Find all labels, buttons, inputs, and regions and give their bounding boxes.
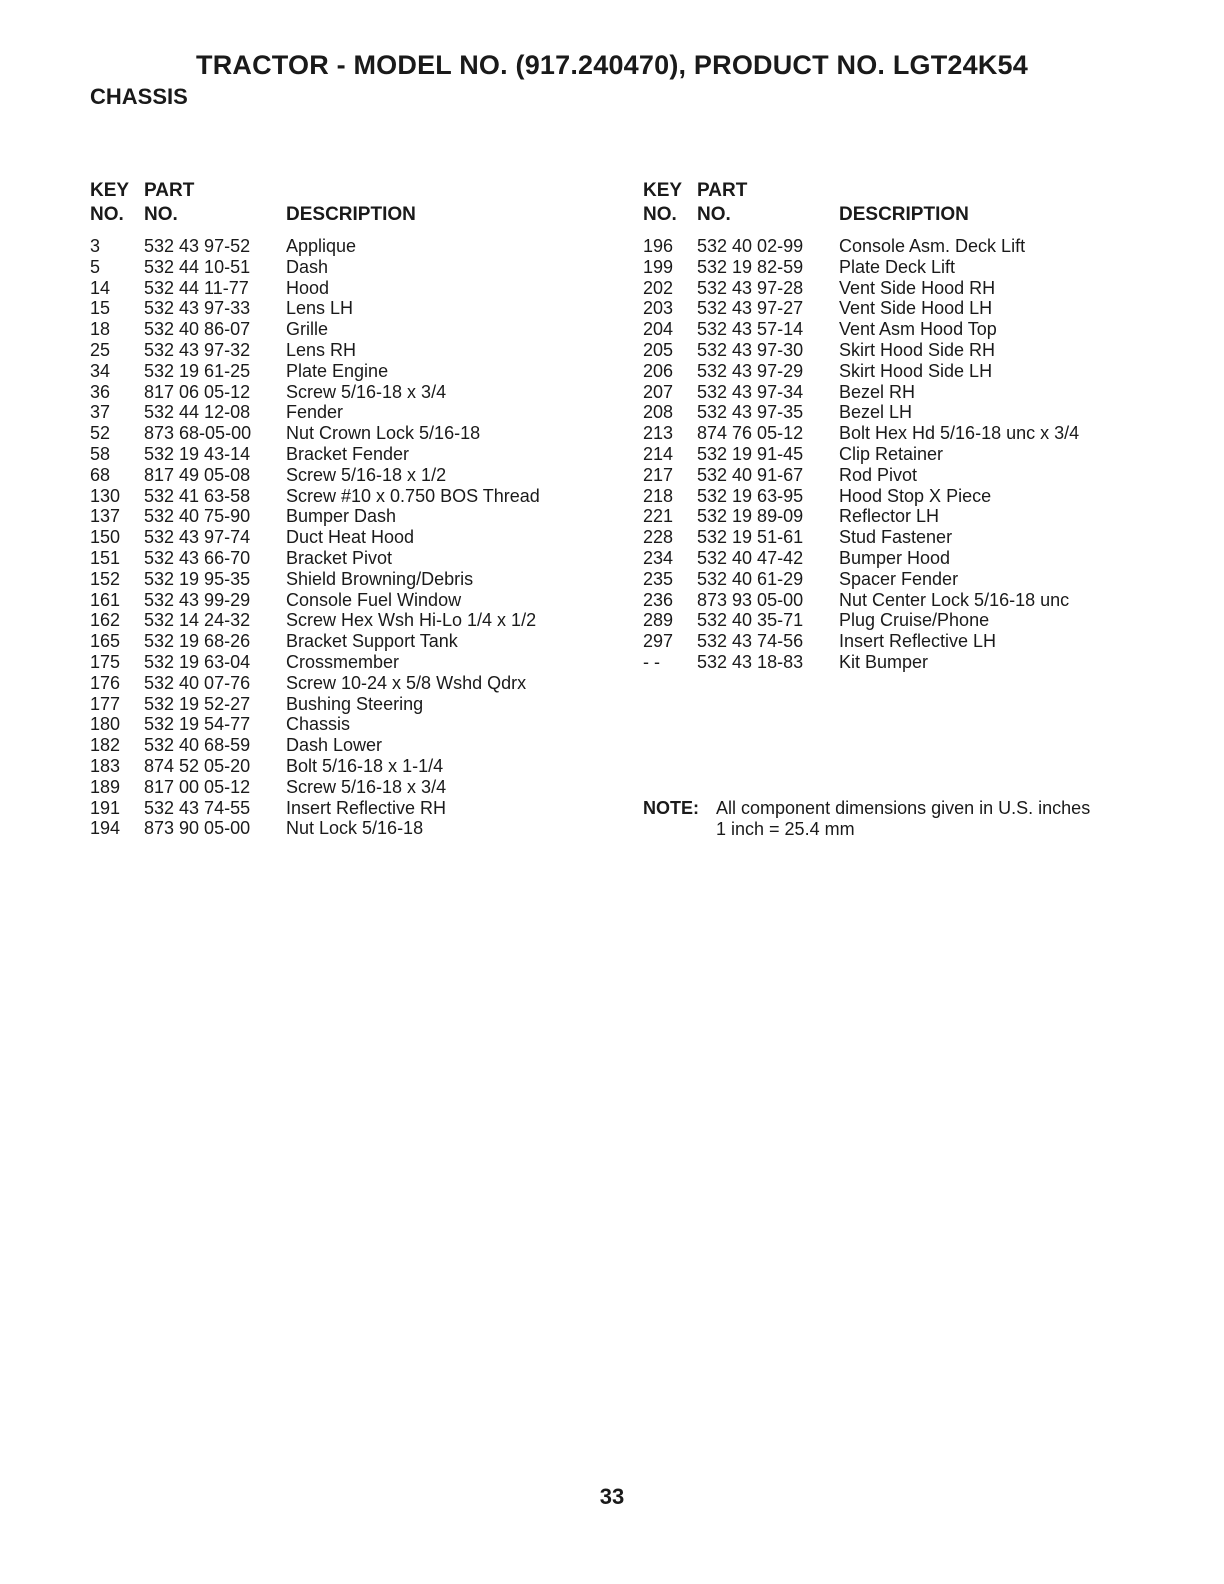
part-description: Nut Lock 5/16-18 <box>286 818 424 839</box>
key-number: 68 <box>90 464 111 485</box>
table-row <box>90 652 610 673</box>
key-number: 191 <box>90 797 121 818</box>
key-number: 206 <box>643 360 674 381</box>
column-header <box>90 180 610 228</box>
part-number: 532 43 74-56 <box>697 631 804 652</box>
key-number: 236 <box>643 589 674 610</box>
part-number: 532 40 68-59 <box>144 735 251 756</box>
header-part-label: PART <box>144 180 195 201</box>
part-number: 874 52 05-20 <box>144 755 251 776</box>
part-number: 532 40 07-76 <box>144 672 251 693</box>
table-row <box>90 486 610 507</box>
part-number: 532 19 82-59 <box>697 256 804 277</box>
table-row <box>643 631 1183 652</box>
key-number: 37 <box>90 402 111 423</box>
table-row <box>90 236 610 257</box>
part-number: 532 19 51-61 <box>697 527 804 548</box>
header-part-no-label: NO. <box>697 204 731 225</box>
parts-list-left <box>90 236 610 839</box>
table-row <box>643 278 1183 299</box>
part-number: 532 43 97-74 <box>144 527 251 548</box>
header-key-no-label: NO. <box>90 204 124 225</box>
part-description: Clip Retainer <box>839 443 944 464</box>
table-row <box>90 278 610 299</box>
part-number: 532 19 68-26 <box>144 631 251 652</box>
table-row <box>90 465 610 486</box>
part-number: 532 43 97-29 <box>697 360 804 381</box>
part-description: Skirt Hood Side RH <box>839 339 996 360</box>
note-text: All component dimensions given in U.S. inches <box>716 798 1091 818</box>
header-key-label: KEY <box>90 180 130 201</box>
key-number: 150 <box>90 527 121 548</box>
note-label: NOTE: <box>643 798 699 818</box>
key-number: 194 <box>90 818 121 839</box>
table-row <box>90 714 610 735</box>
key-number: 25 <box>90 339 111 360</box>
part-number: 532 43 97-35 <box>697 402 804 423</box>
part-number: 817 06 05-12 <box>144 381 251 402</box>
table-row <box>643 319 1183 340</box>
part-number: 532 43 97-30 <box>697 339 804 360</box>
table-row <box>90 694 610 715</box>
part-description: Console Asm. Deck Lift <box>839 236 1026 256</box>
header-part-no-label: NO. <box>144 204 178 225</box>
key-number: 152 <box>90 568 121 589</box>
part-description: Screw 5/16-18 x 3/4 <box>286 381 447 402</box>
key-number: 52 <box>90 423 111 444</box>
part-number: 532 41 63-58 <box>144 485 251 506</box>
part-description: Plug Cruise/Phone <box>839 610 990 631</box>
header-key-no-label: NO. <box>643 204 677 225</box>
part-number: 532 19 91-45 <box>697 443 804 464</box>
header-description-label: DESCRIPTION <box>839 204 969 225</box>
key-number: 5 <box>90 256 101 277</box>
part-number: 532 43 97-52 <box>144 236 251 256</box>
parts-column-left <box>90 180 610 839</box>
part-description: Kit Bumper <box>839 651 929 672</box>
table-row <box>643 382 1183 403</box>
table-row <box>643 506 1183 527</box>
part-number: 532 40 35-71 <box>697 610 804 631</box>
table-row <box>90 527 610 548</box>
key-number: 196 <box>643 236 674 256</box>
part-description: Fender <box>286 402 344 423</box>
table-row <box>643 610 1183 631</box>
table-row <box>90 590 610 611</box>
parts-column-right <box>643 180 1183 673</box>
key-number: 14 <box>90 277 111 298</box>
part-number: 873 90 05-00 <box>144 818 251 839</box>
table-row <box>90 756 610 777</box>
key-number: 34 <box>90 360 111 381</box>
column-header <box>643 180 1183 228</box>
part-description: Bumper Hood <box>839 547 951 568</box>
table-row <box>643 590 1183 611</box>
part-number: 532 19 89-09 <box>697 506 804 527</box>
key-number: 189 <box>90 776 121 797</box>
key-number: 199 <box>643 256 674 277</box>
part-description: Bezel RH <box>839 381 916 402</box>
part-number: 532 43 66-70 <box>144 547 251 568</box>
part-description: Bracket Support Tank <box>286 631 458 652</box>
key-number: 151 <box>90 547 121 568</box>
table-row <box>90 818 610 839</box>
key-number: 208 <box>643 402 674 423</box>
key-number: 228 <box>643 527 674 548</box>
part-description: Screw 5/16-18 x 1/2 <box>286 464 447 485</box>
key-number: 297 <box>643 631 674 652</box>
table-row <box>90 506 610 527</box>
part-description: Vent Side Hood RH <box>839 277 996 298</box>
parts-list-right <box>643 236 1183 673</box>
part-description: Duct Heat Hood <box>286 527 415 548</box>
key-number: 203 <box>643 298 674 319</box>
part-number: 532 19 43-14 <box>144 443 251 464</box>
part-number: 532 43 97-27 <box>697 298 804 319</box>
table-row <box>643 236 1183 257</box>
table-row <box>643 486 1183 507</box>
table-row <box>90 673 610 694</box>
header-key-label: KEY <box>643 180 683 201</box>
part-description: Lens LH <box>286 298 354 319</box>
part-description: Screw 5/16-18 x 3/4 <box>286 776 447 797</box>
part-number: 532 43 97-33 <box>144 298 251 319</box>
part-number: 532 40 02-99 <box>697 236 804 256</box>
table-row <box>643 257 1183 278</box>
key-number: 221 <box>643 506 674 527</box>
part-number: 532 43 74-55 <box>144 797 251 818</box>
table-row <box>90 777 610 798</box>
part-number: 532 19 63-95 <box>697 485 804 506</box>
table-row <box>643 527 1183 548</box>
part-description: Insert Reflective RH <box>286 797 447 818</box>
table-row <box>90 610 610 631</box>
part-number: 532 40 75-90 <box>144 506 251 527</box>
part-description: Lens RH <box>286 339 357 360</box>
part-number: 532 19 63-04 <box>144 651 251 672</box>
part-number: 532 43 97-34 <box>697 381 804 402</box>
key-number: 176 <box>90 672 121 693</box>
key-number: 175 <box>90 651 121 672</box>
key-number: 15 <box>90 298 111 319</box>
table-row <box>90 340 610 361</box>
part-number: 532 19 95-35 <box>144 568 251 589</box>
part-description: Crossmember <box>286 651 400 672</box>
table-row <box>643 465 1183 486</box>
key-number: 162 <box>90 610 121 631</box>
part-number: 817 49 05-08 <box>144 464 251 485</box>
part-description: Reflector LH <box>839 506 940 527</box>
table-row <box>90 444 610 465</box>
table-row <box>90 569 610 590</box>
key-number: 165 <box>90 631 121 652</box>
part-description: Bumper Dash <box>286 506 397 527</box>
part-number: 873 68-05-00 <box>144 423 252 444</box>
part-description: Screw Hex Wsh Hi-Lo 1/4 x 1/2 <box>286 610 537 631</box>
part-number: 532 44 10-51 <box>144 256 251 277</box>
key-number: 183 <box>90 755 121 776</box>
table-row <box>90 361 610 382</box>
key-number: 204 <box>643 319 674 340</box>
part-description: Plate Engine <box>286 360 389 381</box>
key-number: 36 <box>90 381 111 402</box>
part-description: Plate Deck Lift <box>839 256 956 277</box>
part-description: Bracket Pivot <box>286 547 393 568</box>
key-number: 180 <box>90 714 121 735</box>
key-number: 205 <box>643 339 674 360</box>
key-number: 161 <box>90 589 121 610</box>
part-number: 873 93 05-00 <box>697 589 804 610</box>
part-number: 874 76 05-12 <box>697 423 804 444</box>
table-row <box>643 402 1183 423</box>
part-description: Bezel LH <box>839 402 913 423</box>
part-description: Screw 10-24 x 5/8 Wshd Qdrx <box>286 672 527 693</box>
part-description: Spacer Fender <box>839 568 959 589</box>
part-description: Skirt Hood Side LH <box>839 360 993 381</box>
key-number: 58 <box>90 443 111 464</box>
table-row <box>643 361 1183 382</box>
part-description: Bolt Hex Hd 5/16-18 unc x 3/4 <box>839 423 1080 444</box>
part-number: 532 19 54-77 <box>144 714 251 735</box>
part-description: Dash Lower <box>286 735 383 756</box>
part-number: 532 43 97-28 <box>697 277 804 298</box>
part-description: Nut Crown Lock 5/16-18 <box>286 423 481 444</box>
key-number: 202 <box>643 277 674 298</box>
page-title: TRACTOR - MODEL NO. (917.240470), PRODUCT NO. LGT24K54 <box>196 50 1028 80</box>
key-number: 18 <box>90 319 111 340</box>
part-description: Nut Center Lock 5/16-18 unc <box>839 589 1070 610</box>
part-number: 532 19 52-27 <box>144 693 251 714</box>
part-number: 532 44 12-08 <box>144 402 251 423</box>
key-number: 235 <box>643 568 674 589</box>
table-row <box>90 798 610 819</box>
part-number: 532 40 61-29 <box>697 568 804 589</box>
table-row <box>643 340 1183 361</box>
part-number: 817 00 05-12 <box>144 776 251 797</box>
part-number: 532 14 24-32 <box>144 610 251 631</box>
part-description: Bracket Fender <box>286 443 410 464</box>
part-number: 532 40 86-07 <box>144 319 251 340</box>
part-description: Bushing Steering <box>286 693 424 714</box>
part-number: 532 43 97-32 <box>144 339 251 360</box>
part-description: Shield Browning/Debris <box>286 568 474 589</box>
part-description: Bolt 5/16-18 x 1-1/4 <box>286 755 444 776</box>
table-row <box>90 423 610 444</box>
key-number: 182 <box>90 735 121 756</box>
key-number: 217 <box>643 464 674 485</box>
part-description: Applique <box>286 236 357 256</box>
table-row <box>90 319 610 340</box>
key-number: 214 <box>643 443 674 464</box>
part-description: Vent Side Hood LH <box>839 298 993 319</box>
section-subtitle: CHASSIS <box>90 84 188 109</box>
key-number: 234 <box>643 547 674 568</box>
key-number: 289 <box>643 610 674 631</box>
key-number: 3 <box>90 236 101 256</box>
part-number: 532 44 11-77 <box>144 277 249 298</box>
table-row <box>90 382 610 403</box>
part-description: Vent Asm Hood Top <box>839 319 997 340</box>
key-number: 207 <box>643 381 674 402</box>
table-row <box>90 257 610 278</box>
table-row <box>90 631 610 652</box>
table-row <box>643 444 1183 465</box>
table-row <box>643 652 1183 673</box>
table-row <box>90 548 610 569</box>
header-description-label: DESCRIPTION <box>286 204 416 225</box>
part-description: Stud Fastener <box>839 527 953 548</box>
part-description: Hood <box>286 277 330 298</box>
part-description: Dash <box>286 256 329 277</box>
part-description: Hood Stop X Piece <box>839 485 992 506</box>
table-row <box>90 402 610 423</box>
part-description: Grille <box>286 319 329 340</box>
key-number: 218 <box>643 485 674 506</box>
key-number: 130 <box>90 485 121 506</box>
table-row <box>643 569 1183 590</box>
table-row <box>643 298 1183 319</box>
note-conversion: 1 inch = 25.4 mm <box>716 818 855 839</box>
table-row <box>643 423 1183 444</box>
table-row <box>90 298 610 319</box>
key-number: 137 <box>90 506 121 527</box>
table-row <box>90 735 610 756</box>
table-row <box>643 548 1183 569</box>
part-number: 532 43 57-14 <box>697 319 804 340</box>
part-number: 532 43 99-29 <box>144 589 251 610</box>
part-description: Insert Reflective LH <box>839 631 997 652</box>
part-number: 532 43 18-83 <box>697 651 804 672</box>
part-number: 532 19 61-25 <box>144 360 251 381</box>
key-number: 213 <box>643 423 674 444</box>
part-description: Rod Pivot <box>839 464 918 485</box>
key-number: - - <box>643 651 660 672</box>
part-number: 532 40 91-67 <box>697 464 804 485</box>
part-description: Chassis <box>286 714 351 735</box>
key-number: 177 <box>90 693 121 714</box>
header-part-label: PART <box>697 180 748 201</box>
part-description: Screw #10 x 0.750 BOS Thread <box>286 485 540 506</box>
part-description: Console Fuel Window <box>286 589 462 610</box>
page-number: 33 <box>599 1484 625 1509</box>
part-number: 532 40 47-42 <box>697 547 804 568</box>
